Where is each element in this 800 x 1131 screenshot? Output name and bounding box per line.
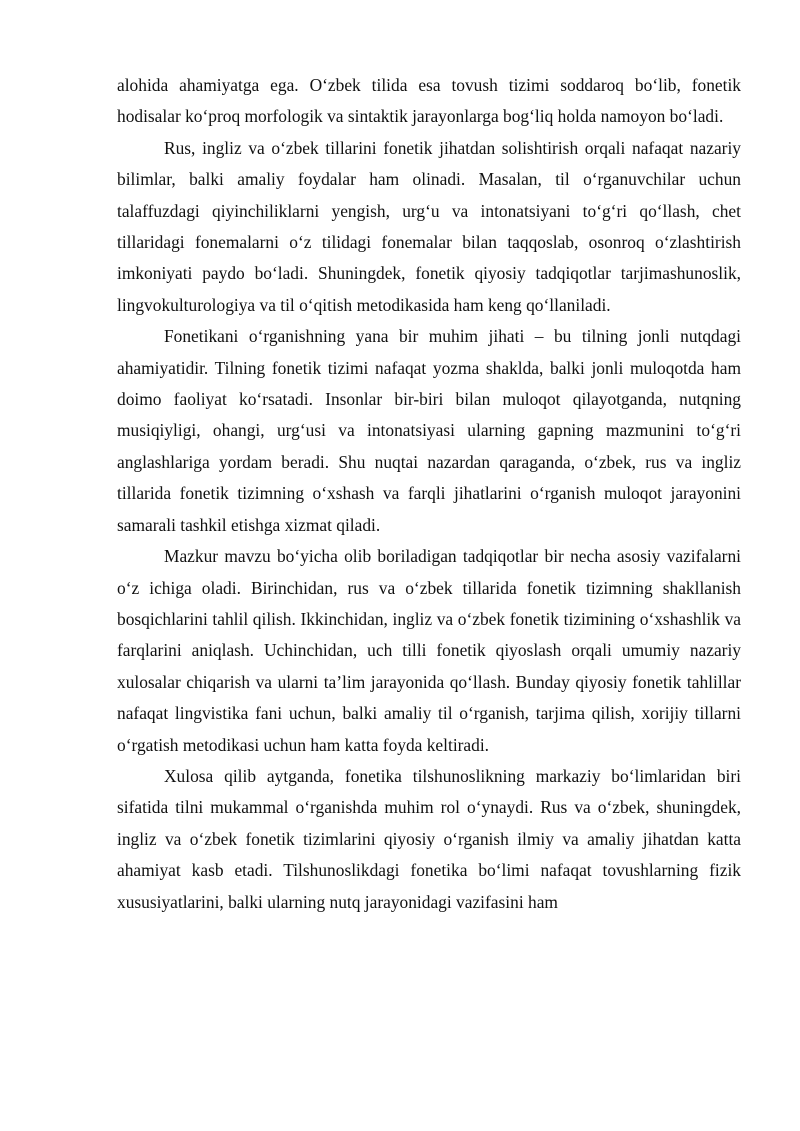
paragraph: Mazkur mavzu bo‘yicha olib boriladigan tadqiqotlar bir necha asosiy vazifalarni o‘z ichiga oladi. Birinchidan, rus va o‘zbek tillarida fonetik tizimning shakllanish bosqichlarini tahlil qilish. Ikkinchidan, ingliz va o‘zbek fonetik tizimining o‘xshashlik va farqlarini aniqlash. Uchinchidan, uch tilli fonetik qiyoslash orqali umumiy nazariy xulosalar chiqarish va ularni ta’lim jarayonida qo‘llash. Bunday qiyosiy fonetik tahlillar nafaqat lingvistika fani uchun, balki amaliy til o‘rganish, tarjima qilish, xorijiy tillarni o‘rgatish metodikasi uchun ham katta foyda keltiradi. — [117, 546, 741, 755]
document-page — [117, 70, 741, 918]
paragraph: Rus, ingliz va o‘zbek tillarini fonetik jihatdan solishtirish orqali nafaqat nazariy bilimlar, balki amaliy foydalar ham olinadi. Masalan, til o‘rganuvchilar uchun talaffuzdagi qiyinchiliklarni yengish, urg‘u va intonatsiyani to‘g‘ri qo‘llash, chet tillaridagi fonemalarni o‘z tilidagi fonemalar bilan taqqoslab, osonroq o‘zlashtirish imkoniyati paydo bo‘ladi. Shuningdek, fonetik qiyosiy tadqiqotlar tarjimashunoslik, lingvokulturologiya va til o‘qitish metodikasida ham keng qo‘llaniladi. — [117, 137, 741, 315]
paragraph: Xulosa qilib aytganda, fonetika tilshunoslikning markaziy bo‘limlaridan biri sifatida tilni mukammal o‘rganishda muhim rol o‘ynaydi. Rus va o‘zbek, shuningdek, ingliz va o‘zbek fonetik tizimlarini qiyosiy o‘rganish ilmiy va amaliy jihatdan katta ahamiyat kasb etadi. Tilshunoslikdagi fonetika bo‘limi nafaqat tovushlarning fizik xususiyatlarini, balki ularning nutq jarayonidagi vazifasini ham — [117, 765, 741, 912]
paragraph: Fonetikani o‘rganishning yana bir muhim jihati – bu tilning jonli nutqdagi ahamiyatidir. Tilning fonetik tizimi nafaqat yozma shaklda, balki jonli muloqotda ham doimo faoliyat ko‘rsatadi. Insonlar bir-biri bilan muloqot qilayotganda, nutqning musiqiyligi, ohangi, urg‘usi va intonatsiyasi ularning gapning mazmunini to‘g‘ri anglashlariga yordam beradi. Shu nuqtai nazardan qaraganda, o‘zbek, rus va ingliz tillarida fonetik tizimning o‘xshash va farqli jihatlarini o‘rganish muloqot jarayonini samarali tashkil etishga xizmat qiladi. — [117, 326, 741, 535]
paragraph-continuation: alohida ahamiyatga ega. O‘zbek tilida esa tovush tizimi soddaroq bo‘lib, fonetik hodisalar ko‘proq morfologik va sintaktik jarayonlarga bog‘liq holda namoyon bo‘ladi. — [117, 75, 741, 127]
